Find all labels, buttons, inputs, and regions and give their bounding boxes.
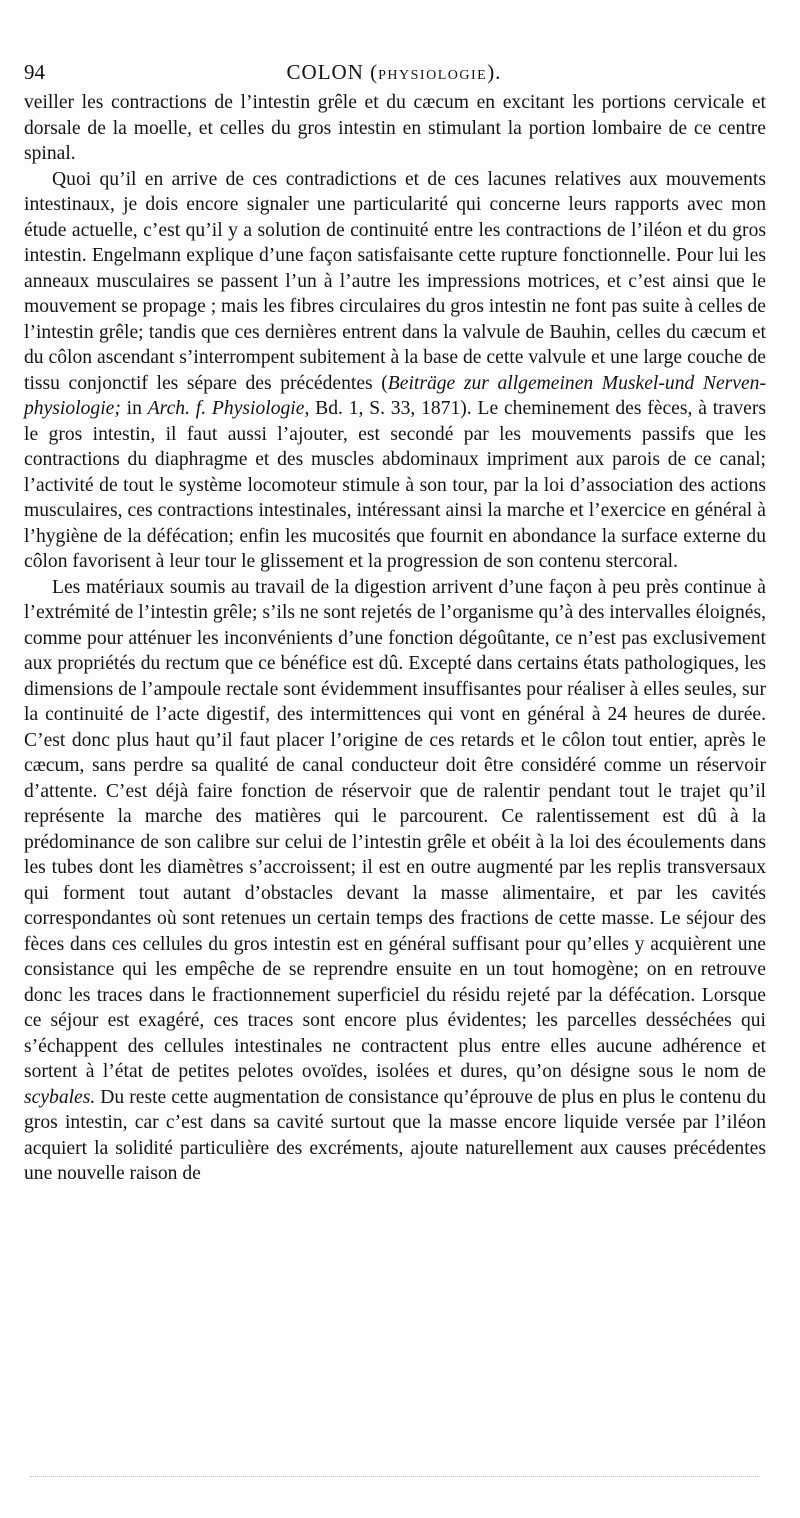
paragraph-1: veiller les contractions de l’intestin grêle et du cæcum en excitant les portions cervicale et dorsale de la moelle, et celles du gros intestin en stimulant la portion lombaire de ce centre spinal.	[24, 92, 766, 164]
paragraph-3	[24, 575, 766, 1187]
running-head	[24, 55, 764, 93]
paragraph-3-text-b: Du reste cette augmentation de consistance qu’éprouve de plus en plus le contenu du gros intestin, car c’est dans sa cavité surtout que la masse encore liquide versée par l’iléon acquiert la solidité particulière des excréments, ajoute naturellement aux causes précédentes une nouvelle raison de	[24, 1086, 766, 1184]
paragraph-2-text-b: in	[120, 398, 148, 419]
paragraph-2	[24, 167, 766, 575]
paragraph-2-text-a: Quoi qu’il en arrive de ces contradictions et de ces lacunes relatives aux mouvements intestinaux, je dois encore signaler une particularité qui concerne leurs rapports avec mon étude actuelle, c’est qu’il y a solution de continuité entre les contractions de l’iléon et du gros intestin. Engelmann explique d’une façon satisfaisante cette rupture fonctionnelle. Pour lui les anneaux musculaires se passent l’un à l’autre les impressions motrices, et c’est ainsi que le mouvement se propage ; mais les fibres circulaires du gros intestin ne font pas suite à celles de l’intestin grêle; tandis que ces dernières entrent dans la valvule de Bauhin, celles du cæcum et du côlon ascendant s’interrompent subitement à la base de cette valvule et une large couche de tissu conjonctif les sépare des précédentes (	[24, 168, 766, 394]
citation-title: Beiträge zur allgemeinen Muskel-und Nerven-physiologie;	[24, 372, 766, 419]
paragraph-3-text-a: Les matériaux soumis au travail de la digestion arrivent d’une façon à peu près continue à l’extrémité de l’intestin grêle; s’ils ne sont rejetés de l’organisme qu’à des intervalles éloignés, comme pour atténuer les inconvénients d’une fonction dégoûtante, ce n’est pas exclusivement aux propriétés du rectum que ce bénéfice est dû. Excepté dans certains états pathologiques, les dimensions de l’ampoule rectale sont évidemment insuffisantes pour réaliser à elles seules, sur la continuité de l’acte digestif, des intermittences qui vont en général à 24 heures de durée. C’est donc plus haut qu’il faut placer l’origine de ces retards et le côlon tout entier, après le cæcum, sans perdre sa qualité de canal conducteur doit être considéré comme un réservoir d’attente. C’est déjà faire fonction de réservoir que de ralentir pendant tout le trajet qu’il représente la marche des matières qui le parcourent. Ce ralentissement est dû à la prédominance de son calibre sur celui de l’intestin grêle et obéit à la loi des écoulements dans les tubes dont les diamètres s’accroissent; il est en outre augmenté par les replis transversaux qui forment tout autant d’obstacles devant la masse alimentaire, et par les cavités correspondantes où sont retenues un certain temps des fractions de cette masse. Le séjour des fèces dans ces cellules du gros intestin est en général suffisant pour qu’elles y acquièrent une consistance qui les empêche de se reprendre ensuite en un tout homogène; on en retrouve donc les traces dans le fractionnement superficiel du résidu rejeté par la défécation. Lorsque ce séjour est exagéré, ces traces sont encore plus évidentes; les parcelles desséchées qui s’échappent des cellules intestinales ne contractent plus entre elles aucune adhérence et sortent à l’état de petites pelotes ovoïdes, isolées et dures, qu’on désigne sous le nom de	[24, 576, 766, 1082]
footer-rule	[30, 1476, 760, 1477]
running-head-close: ).	[487, 60, 502, 84]
paragraph-2-text-c: , Bd. 1, S. 33, 1871). Le cheminement des fèces, à travers le gros intestin, il faut aussi l’ajouter, est secondé par les mouvements passifs que les contractions du diaphragme et des muscles abdominaux impriment aux parois de ce canal; l’activité de tout le système locomoteur stimule à son tour, par la loi d’association des actions musculaires, ces contractions intestinales, intéressant ainsi la marche et l’exercice en général à l’hygiène de la défécation; enfin les mucosités que fournit en abondance la surface externe du côlon favorisent à leur tour le glissement et la progression de son contenu stercoral.	[24, 398, 766, 572]
page-number: 94	[24, 60, 45, 84]
running-head-title: COLON (	[286, 60, 379, 84]
running-head-section: PHYSIOLOGIE	[378, 68, 488, 83]
term-scybales: scybales.	[24, 1086, 96, 1108]
citation-journal: Arch. f. Physiologie	[147, 398, 305, 419]
body-text	[24, 90, 766, 1187]
page-header	[24, 55, 764, 89]
